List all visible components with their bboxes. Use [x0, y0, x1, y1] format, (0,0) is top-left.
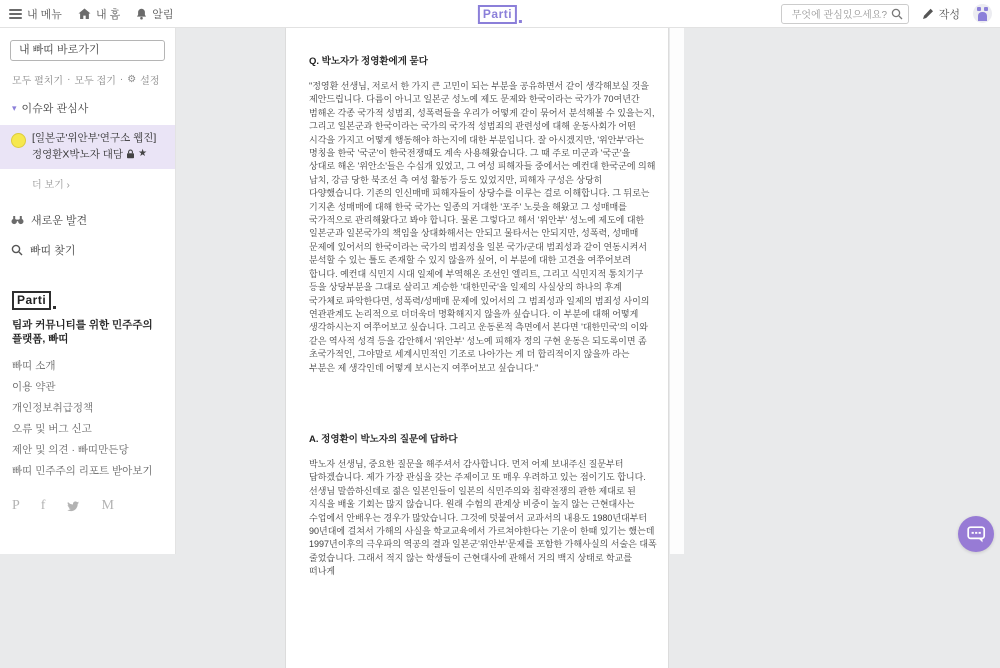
header-left-nav [9, 0, 174, 27]
search-icon[interactable] [891, 8, 903, 20]
more-link[interactable] [32, 176, 175, 191]
section-issues-label: 이슈와 관심사 [21, 103, 89, 115]
top-header [0, 0, 1000, 28]
parti-footer-logo[interactable] [12, 291, 56, 310]
binoculars-icon [11, 215, 24, 225]
group-color-dot [11, 133, 26, 148]
my-menu-button[interactable] [9, 6, 62, 22]
footer-links [12, 356, 163, 482]
lock-icon [126, 149, 135, 159]
medium-icon[interactable]: M [101, 497, 114, 513]
social-links [12, 499, 163, 513]
avatar-body [978, 12, 987, 21]
separator-dot: · [67, 74, 71, 85]
pencil-icon [922, 8, 934, 20]
footer-link-privacy[interactable]: 개인정보취급정책 [12, 401, 94, 414]
notifications-button[interactable] [136, 6, 173, 22]
footer-link-about[interactable]: 빠띠 소개 [12, 359, 56, 372]
my-menu-label: 내 메뉴 [27, 8, 62, 21]
my-parti-shortcut-box[interactable]: 내 빠띠 바로가기 [10, 40, 165, 61]
avatar-eye [977, 7, 981, 11]
header-search[interactable] [781, 4, 909, 24]
more-label: 더 보기 [32, 179, 64, 191]
gear-icon: ⚙ [127, 74, 137, 85]
settings-link[interactable]: 설정 [140, 76, 160, 87]
speech-bubble-icon [967, 526, 986, 543]
chevron-right-icon: › [66, 179, 70, 191]
question-heading: Q. 박노자가 정영환에게 묻다 [309, 56, 428, 67]
hamburger-icon [9, 7, 22, 21]
footer-link-terms[interactable]: 이용 약관 [12, 380, 56, 393]
item-title-line2: 정영환X박노자 대담 [32, 148, 124, 161]
avatar-eye [984, 7, 988, 11]
discover-label: 새로운 발견 [31, 214, 88, 227]
sidebar-item-discover[interactable] [11, 212, 175, 228]
notifications-label: 알림 [152, 8, 174, 21]
chat-widget-button[interactable] [958, 516, 994, 552]
my-home-label: 내 홈 [95, 8, 121, 21]
bell-icon [136, 8, 147, 20]
tree-controls [12, 72, 163, 87]
parti-logo-text: Parti [478, 5, 517, 24]
twitter-icon[interactable] [66, 500, 80, 512]
star-icon: ★ [138, 148, 148, 159]
parti-footer-logo-text: Parti [12, 291, 51, 310]
section-issues-header[interactable] [12, 100, 163, 116]
parti-tagline: 팀과 커뮤니티를 위한 민주주의 플랫폼, 빠띠 [12, 318, 153, 345]
parti-logo-mark [519, 20, 522, 23]
profile-avatar[interactable] [973, 4, 992, 23]
sidebar-item-webzine-active[interactable] [0, 125, 175, 169]
footer-link-suggestions[interactable]: 제안 및 의견 · 빠띠만든당 [12, 443, 129, 456]
parti-footer-logo-mark [53, 306, 56, 309]
facebook-icon[interactable]: f [40, 497, 46, 513]
expand-all-link[interactable]: 모두 펼치기 [12, 76, 64, 87]
parti-social-icon[interactable]: P [12, 497, 20, 513]
home-icon [78, 8, 91, 20]
footer-link-democracy-report[interactable]: 빠띠 민주주의 리포트 받아보기 [12, 464, 153, 477]
sidebar-item-find-parti[interactable] [11, 242, 175, 258]
item-title-line1: [일본군'위안부'연구소 웹진] [32, 132, 157, 144]
find-parti-label: 빠띠 찾기 [30, 244, 76, 257]
parti-logo[interactable] [478, 5, 522, 24]
footer-link-bug-report[interactable]: 오류 및 버그 신고 [12, 422, 92, 435]
answer-body: 박노자 선생님, 중요한 질문을 해주셔서 감사합니다. 먼저 어제 보내주신 질문부터 답하겠습니다. 제가 가장 관심을 갖는 주제이고 또 매우 우려하고 있는 점이기도 합니다. 선생님 말씀하신데로 젊은 일본인들이 일본의 식민주의와 침략전쟁의 관한 제대로 된 지식을 배울 기회는 많지 않습니다. 원래 수험의 관계상 비중이 높지 않는 근현대사는 수업에서 안배우는 경우가 많았습니다. 그것에 덧붙여서 교과서의 내용도 1980년대부터 90년대에 걸쳐서 가해의 사실을 학교교육에서 가르쳐야한다는 기운이 한때 있기는 했는데 1997년이후의 극우파의 역공의 결과 일본군'위안부'문제를 포함한 가해사실의 서술은 대폭 줄었습니다. 그래서 적지 않는 학생들이 근현대사에 관해서 거의 백지 상태로 학교를 떠나게 [309, 458, 657, 577]
header-right-nav [781, 0, 992, 27]
question-body: "정영환 선생님, 저로서 한 가지 큰 고민이 되는 부분을 공유하면서 같이 생각해보실 것을 제안드립니다. 다름이 아니고 일본군 성노예 제도 문제와 한국이라는 국가가 70여년간 범해온 각종 국가적 성범죄, 성폭력들을 우리가 어떻게 같이 묶어서 분석해볼 수 있을는지, 그리고 일본군과 한국이라는 국가의 국가적 성범죄의 관련성에 대해 운동사회가 어떤 시각을 가지고 어떻게 행동해야 하는지에 대한 부분입니다. 잘 아시겠지만, '위안부'라는 명칭을 한국 '국군'이 한국전쟁때도 계속 사용해왔습니다. 그 때 주로 미군과 '국군'을 상대로 해온 '위안소'들은 수십개 있었고, 그 여성 피해자들 중에서는 예컨대 한국군에 의해 납치, 강금 당한 북조선 측 여성 활동가 등도 있었지만, 피해자 구성은 상당히 다양했습니다. 기존의 인신매매 피해자들이 상당수를 이루는 걸로 이해합니다. 그 뒤로는 기지촌 성매매에 대해 한국 국가는 일종의 거대한 '포주' 노릇을 해왔고 그 성매매를 국가적으로 관리해왔다고 봐야 합니다. 물론 그렇다고 해서 '위안부' 성노예 제도에 대한 일본군과 일본국가의 책임을 상대화해서는 안되고 물타서는 안되지만, 성폭력, 성매매 문제에 있어서의 한국이라는 국가의 범죄성을 일본 국가/군대 범죄성과 같이 연동시켜서 분석할 수 있는 틀도 존재할 수 있지 않을까 싶어, 이 부분에 대한 고견을 여쭈어보려 합니다. 예컨대 식민지 시대 일제에 부역해온 조선인 엘리트, 그리고 식민지적 통치기구 등을 상당부분을 그대로 살리고 계승한 '대한민국'을 일제의 사실상의 하나의 후계 국가체로 파악한다면, 성폭력/성매매 문제에 있어서의 그 범죄성과 일제의 범죄성 사이의 연관관계도 논리적으로 더더욱더 명확해지지 않을까 싶습니다. 이 부분에 대해 어떻게 생각하시는지 여쭈어보고 싶습니다. 그리고 운동론적 측면에서 본다면 '대한민국'의 이와 같은 역사적 성격 등을 감안해서 '위안부' 성노예 피해자 정의 구현 운동은 되도록이면 좀 초국가적인, 그야말로 세계시민적인 기조로 나아가는 게 더 합리적이지 않을까 라는 부분은 제 생각인데 어떻게 보시는지 여쭈어보고 싶습니다." [309, 81, 656, 373]
compose-button[interactable] [922, 6, 960, 22]
answer-heading: A. 정영환이 박노자의 질문에 답하다 [309, 433, 458, 445]
collapse-all-link[interactable]: 모두 접기 [74, 76, 116, 87]
compose-label: 작성 [938, 8, 960, 21]
search-icon [11, 244, 23, 256]
post-content-panel [285, 28, 669, 668]
chevron-down-icon: ▾ [12, 102, 17, 113]
left-sidebar [0, 28, 176, 554]
separator-dot: · [119, 74, 124, 85]
my-home-button[interactable] [78, 6, 120, 22]
search-input[interactable] [790, 7, 892, 23]
content-scrollbar-track[interactable] [670, 28, 684, 554]
